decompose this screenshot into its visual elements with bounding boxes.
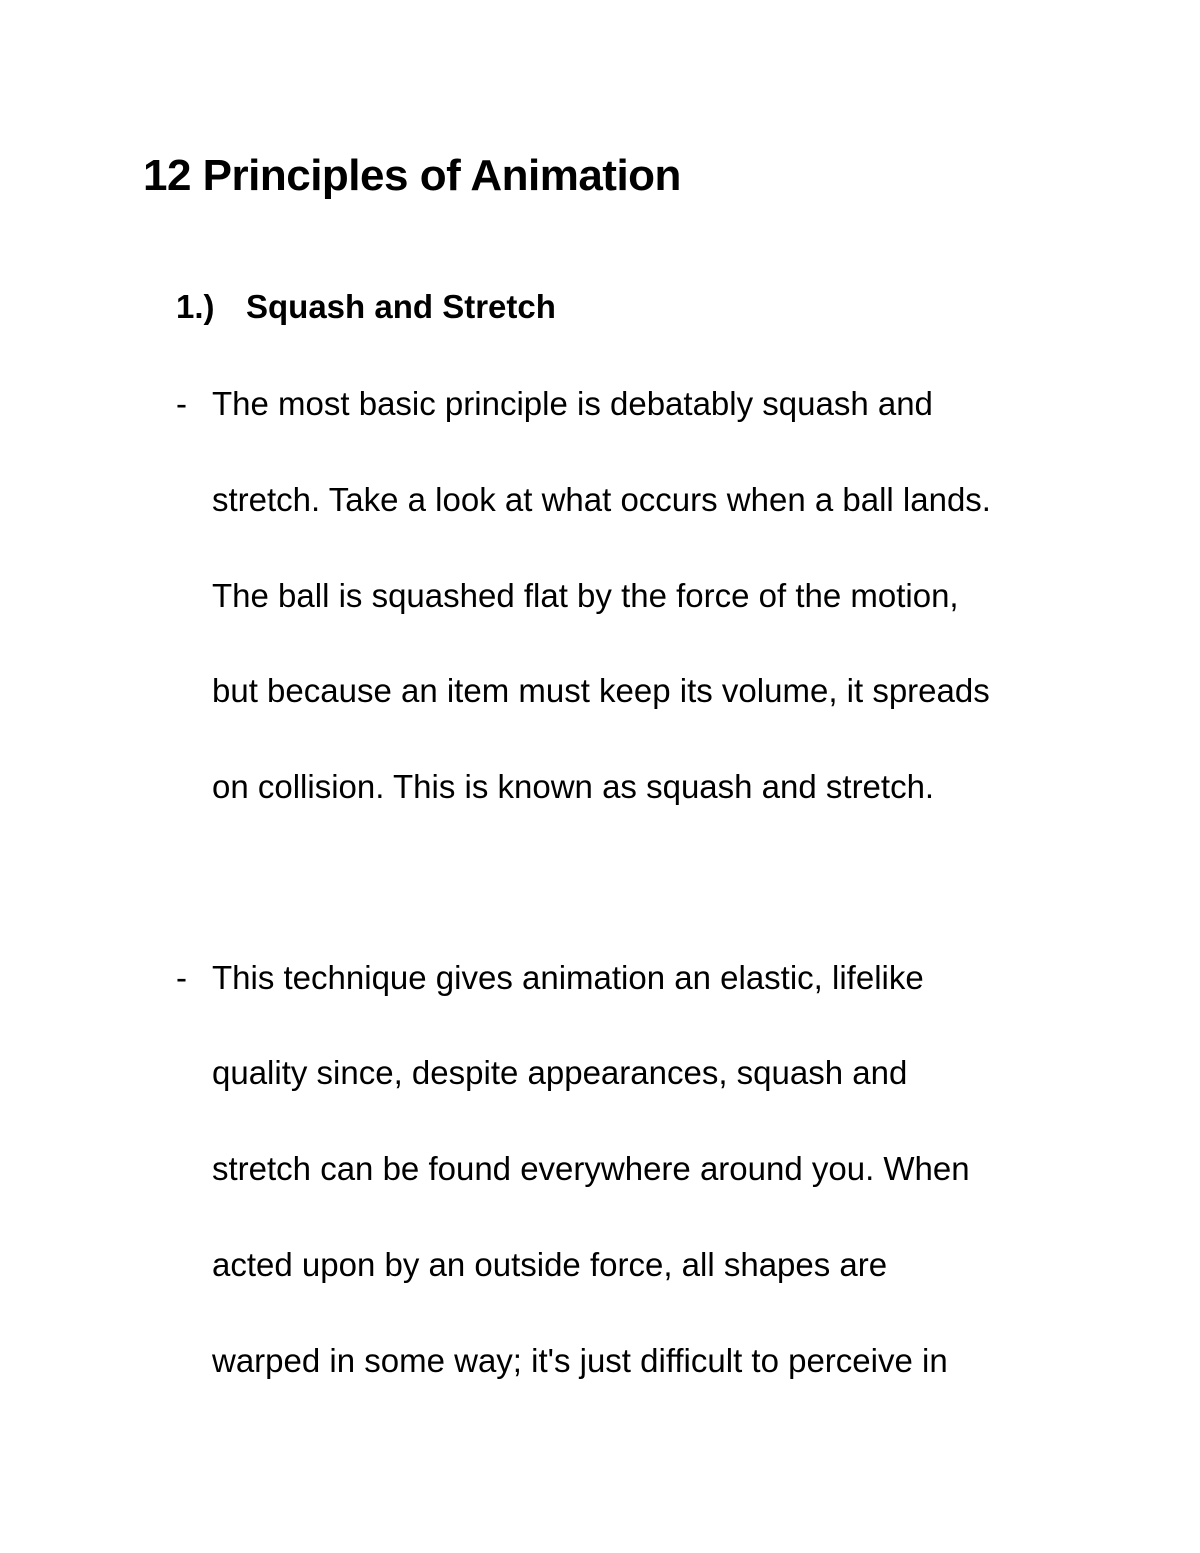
paragraph-line: The ball is squashed flat by the force of the motion, xyxy=(212,577,959,614)
paragraph-line: The most basic principle is debatably squash and xyxy=(212,385,933,422)
paragraph-line: stretch. Take a look at what occurs when a ball lands. xyxy=(212,481,991,518)
paragraph-line: stretch can be found everywhere around you. When xyxy=(212,1150,970,1187)
bullet-dash: - xyxy=(176,959,187,996)
paragraph-line: acted upon by an outside force, all shapes are xyxy=(212,1246,888,1283)
paragraph-line: warped in some way; it's just difficult to perceive in xyxy=(212,1342,948,1379)
paragraph-line: quality since, despite appearances, squash and xyxy=(212,1054,908,1091)
paragraph-line: but because an item must keep its volume, it spreads xyxy=(212,672,990,709)
paragraph-line: on collision. This is known as squash and stretch. xyxy=(212,768,935,805)
paragraph-line: This technique gives animation an elastic, lifelike xyxy=(212,959,924,996)
section-heading: Squash and Stretch xyxy=(246,288,556,325)
document-title: 12 Principles of Animation xyxy=(143,151,681,200)
section-number: 1.) xyxy=(176,288,215,325)
bullet-dash: - xyxy=(176,385,187,422)
